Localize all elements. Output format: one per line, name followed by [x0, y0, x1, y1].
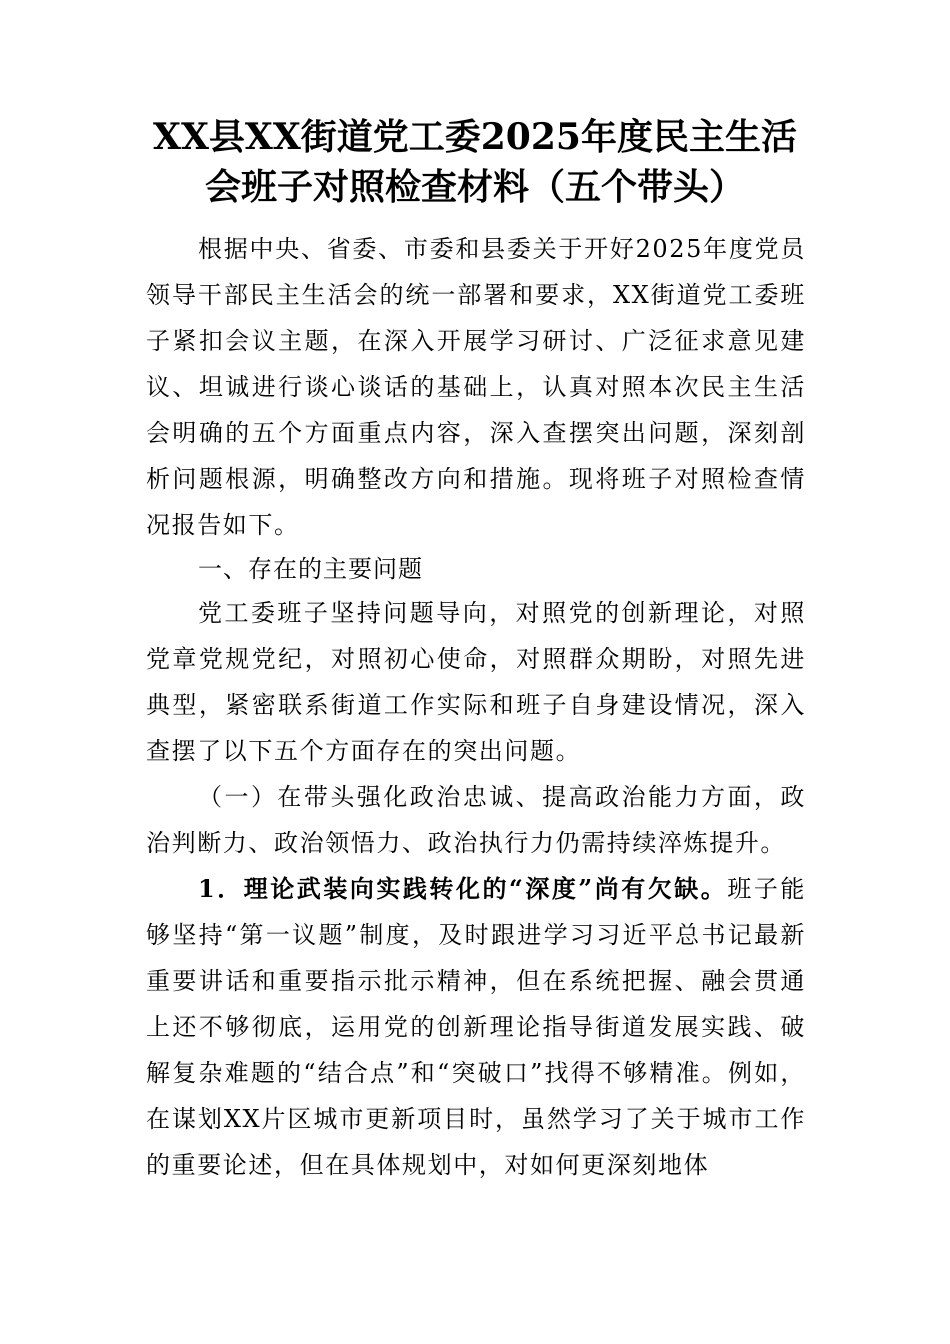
document-title	[140, 112, 810, 212]
section-1-paragraph: 党工委班子坚持问题导向，对照党的创新理论，对照党章党规党纪，对照初心使命，对照群众期盼，对照先进典型，紧密联系街道工作实际和班子自身建设情况，深入查摆了以下五个方面存在的突出问题。	[146, 599, 806, 765]
document-body	[146, 226, 806, 1188]
title-line-2: 会班子对照检查材料（五个带头）	[204, 166, 745, 208]
item-1-text: 班子能够坚持“第一议题”制度，及时跟进学习习近平总书记最新重要讲话和重要指示批示精神，但在系统把握、融会贯通上还不够彻底，运用党的创新理论指导街道发展实践、破解复杂难题的“结合点”和“突破口”找得不够精准。例如，在谋划XX片区城市更新项目时，虽然学习了关于城市工作的重要论述，但在具体规划中，对如何更深刻地体	[146, 875, 806, 1179]
title-line-1: XX县XX街道党工委2025年度民主生活	[153, 116, 797, 158]
section-heading-1: 一、存在的主要问题	[198, 555, 423, 583]
item-1-paragraph	[146, 866, 806, 1188]
intro-paragraph: 根据中央、省委、市委和县委关于开好2025年度党员领导干部民主生活会的统一部署和要求，XX街道党工委班子紧扣会议主题，在深入开展学习研讨、广泛征求意见建议、坦诚进行谈心谈话的基础上，认真对照本次民主生活会明确的五个方面重点内容，深入查摆突出问题，深刻剖析问题根源，明确整改方向和措施。现将班子对照检查情况报告如下。	[146, 235, 806, 539]
subsection-heading-1: （一）在带头强化政治忠诚、提高政治能力方面，政治判断力、政治领悟力、政治执行力仍需持续淬炼提升。	[146, 783, 806, 857]
item-1-lead: 1．理论武装向实践转化的“深度”尚有欠缺。	[198, 874, 728, 903]
